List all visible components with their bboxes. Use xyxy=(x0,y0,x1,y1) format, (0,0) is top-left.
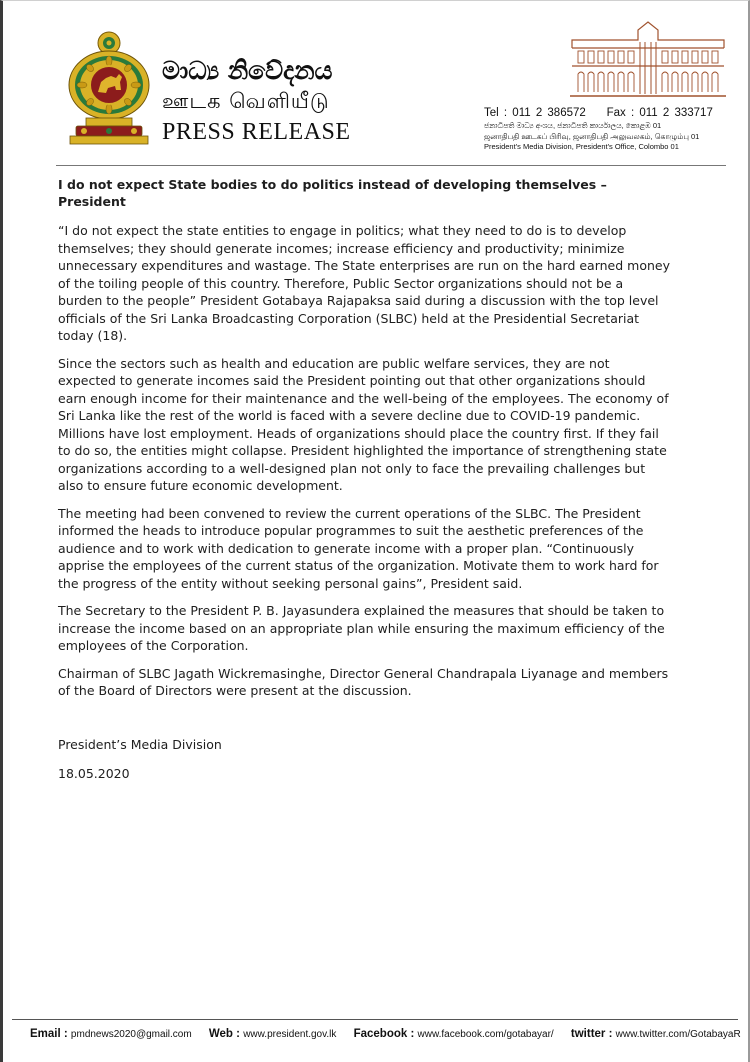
footer-contacts xyxy=(30,1028,750,1040)
contact-info xyxy=(484,106,734,153)
paragraph-2: Since the sectors such as health and education are public welfare services, they are not expected to generate incomes said the President pointing out that other organizations should earn enough income for their maintenance and the well-being of the employees. The economy of Sri Lanka like the rest of the world is faced with a severe decline due to COVID-19 pandemic. Millions have lost employment. Heads of organizations should place the country first. If they fail to do so, the entities might collapse. President highlighted the importance of strengthening state organizations according to a well-designed plan not only to face the prevailing challenges but also to ensure future economic development. xyxy=(58,355,669,493)
address-sinhala: ජනාධිපති මාධ්‍ය අංශය, ජනාධිපති කාර්යාලය, කොළඹ 01 xyxy=(484,121,662,130)
twitter-label: twitter : xyxy=(570,1028,613,1040)
footer-divider xyxy=(12,1019,738,1020)
title-tamil: ஊடக வெளியீடு xyxy=(162,89,330,113)
address-tamil: ஜனாதிபதி ஊடகப் பிரிவு, ஜனாதிபதி அலுவலகம், கொழும்பு 01 xyxy=(484,131,700,141)
email-link[interactable]: pmdnews2020@gmail.com xyxy=(70,1029,192,1040)
presidential-secretariat-building-icon xyxy=(568,18,728,102)
sri-lanka-emblem xyxy=(66,30,152,150)
web-link[interactable]: www.president.gov.lk xyxy=(243,1029,337,1040)
facebook-label: Facebook : xyxy=(353,1028,415,1040)
signoff: President’s Media Division xyxy=(58,736,222,752)
twitter-link[interactable]: www.twitter.com/GotabayaR xyxy=(615,1029,741,1040)
footer-email xyxy=(30,1028,192,1040)
address-english: President's Media Division, President's Office, Colombo 01 xyxy=(484,142,679,151)
paragraph-4: The Secretary to the President P. B. Jayasundera explained the measures that should be taken to increase the income based on an appropriate plan while ensuring the maximum efficiency of the employees of the Corporation. xyxy=(58,603,665,653)
facebook-link[interactable]: www.facebook.com/gotabayar/ xyxy=(417,1029,554,1040)
phone-fax-line xyxy=(484,106,734,121)
title-english: PRESS RELEASE xyxy=(162,119,351,145)
title-sinhala: මාධ්‍ය නිවේදනය xyxy=(162,56,333,85)
paragraph-5: Chairman of SLBC Jagath Wickremasinghe, Director General Chandrapala Liyanage and members of the Board of Directors were present at the discussion. xyxy=(58,665,669,698)
footer-twitter xyxy=(571,1028,741,1040)
fax-label: Fax xyxy=(606,107,626,119)
paragraph-1: “I do not expect the state entities to engage in politics; what they need to do is to develop themselves; they should generate incomes; increase efficiency and productivity; minimize unnecessary expenditures and wastage. The State enterprises are run on the hard earned money of the toiling people of this country. Therefore, Public Sector organizations should not be a burden to the people” President Gotabaya Rajapaksa said during a discussion with the top level officials of the Sri Lanka Broadcasting Corporation (SLBC) held at the Presidential Secretariat today (18). xyxy=(58,223,670,343)
fax-number: : 011 2 333717 xyxy=(630,107,713,119)
footer-facebook xyxy=(354,1028,554,1040)
tel-number: : 011 2 386572 xyxy=(503,107,586,119)
header-divider xyxy=(56,165,726,166)
paragraph-3: The meeting had been convened to review the current operations of the SLBC. The President informed the heads to introduce popular programmes to suit the aesthetic preferences of the audience and to work with dedication to generate income with a proper plan. “Continuously apprise the employees of the current status of the organization. Motivate them to work hard for the progress of the entity without seeking personal gains”, President said. xyxy=(58,505,659,591)
tel-label: Tel xyxy=(484,107,499,119)
headline: I do not expect State bodies to do politics instead of developing themselves – President xyxy=(58,177,607,209)
press-release-title-block xyxy=(162,56,351,148)
press-release-body xyxy=(58,176,670,783)
footer-web xyxy=(209,1028,337,1040)
release-date: 18.05.2020 xyxy=(58,766,130,781)
email-label: Email : xyxy=(30,1028,68,1040)
web-label: Web : xyxy=(208,1028,240,1040)
